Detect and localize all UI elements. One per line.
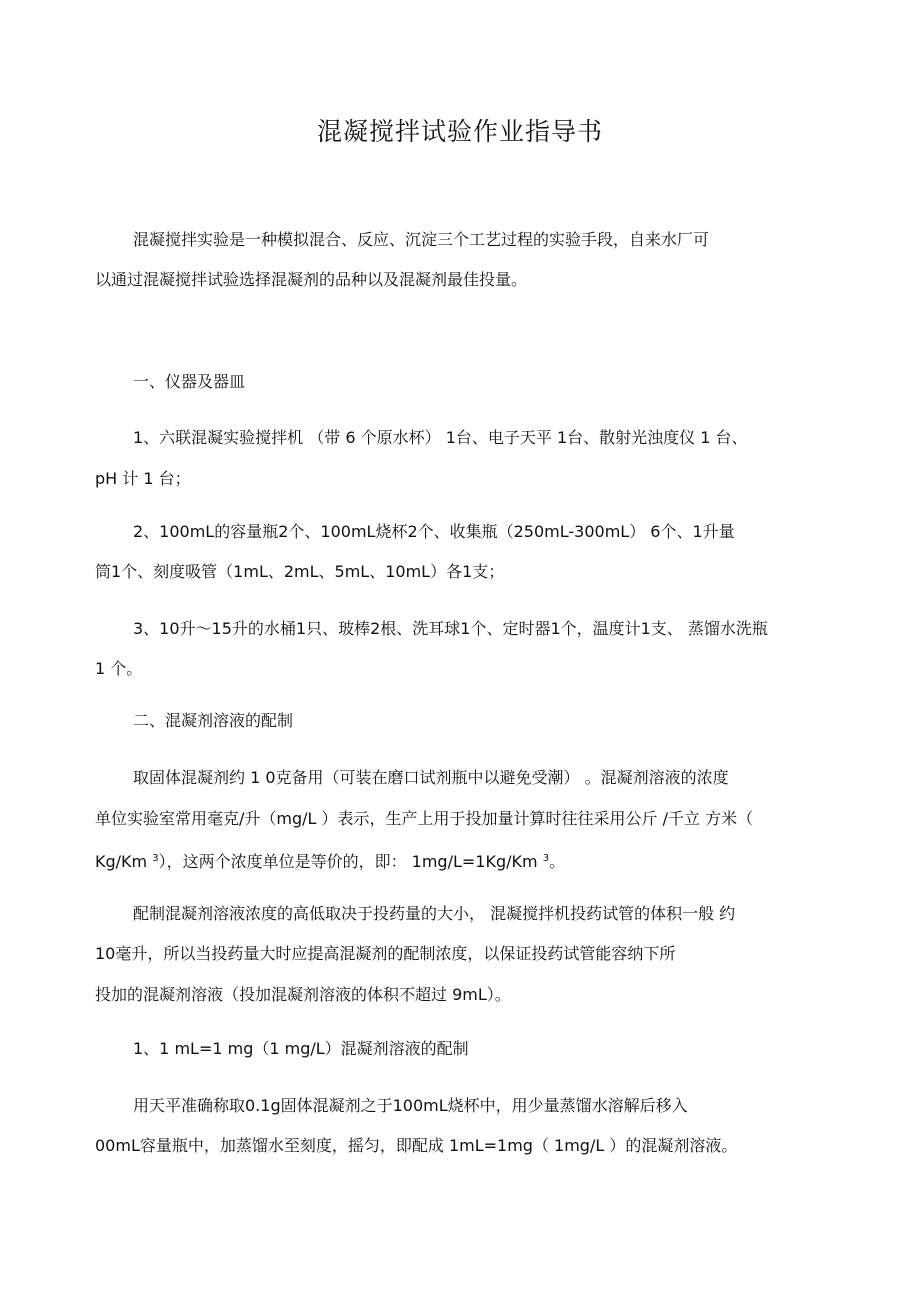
subsection-1-line-1: 用天平准确称取0.1g固体混凝剂之于100mL烧杯中，用少量蒸馏水溶解后移入 [133, 1096, 688, 1115]
solution-para-1-line-1: 取固体混凝剂约 1 0克备用（可装在磨口试剂瓶中以避免受潮） 。混凝剂溶液的浓度 [133, 768, 729, 787]
unit-text-c: 。 [549, 852, 566, 871]
solution-para-1-line-3 [95, 849, 565, 872]
unit-text-b: ），这两个浓度单位是等价的，即： 1mg/L=1Kg/Km [158, 852, 543, 871]
section-heading-instruments: 一、仪器及器皿 [133, 372, 246, 391]
instrument-item-2-line-2: 筒1个、刻度吸管（1mL、2mL、5mL、10mL）各1支； [95, 562, 505, 581]
superscript-cube-1: 3 [152, 853, 159, 864]
subsection-heading-1mg: 1、1 mL=1 mg（1 mg/L）混凝剂溶液的配制 [133, 1039, 469, 1058]
instrument-item-1-line-2: pH 计 1 台； [95, 469, 191, 488]
section-heading-solution-prep: 二、混凝剂溶液的配制 [133, 711, 294, 730]
instrument-item-2-line-1: 2、100mL的容量瓶2个、100mL烧杯2个、收集瓶（250mL-300mL） 6个、1升量 [133, 522, 735, 541]
subsection-1-line-2: 00mL容量瓶中，加蒸馏水至刻度，摇匀，即配成 1mL=1mg（ 1mg/L ）的混凝剂溶液。 [95, 1136, 738, 1155]
instrument-item-3-line-2: 1 个。 [95, 659, 143, 678]
solution-para-2-line-3: 投加的混凝剂溶液（投加混凝剂溶液的体积不超过 9mL）。 [95, 985, 511, 1004]
intro-line-2: 以通过混凝搅拌试验选择混凝剂的品种以及混凝剂最佳投量。 [95, 270, 528, 289]
intro-line-1: 混凝搅拌实验是一种模拟混合、反应、沉淀三个工艺过程的实验手段，自来水厂可 [133, 230, 710, 249]
superscript-cube-2: 3 [542, 853, 550, 864]
document-title: 混凝搅拌试验作业指导书 [316, 117, 603, 146]
instrument-item-3-line-1: 3、10升～15升的水桶1只、玻棒2根、洗耳球1个、定时器1个，温度计1支、 蒸馏水洗瓶 [133, 619, 768, 638]
instrument-item-1-line-1: 1、六联混凝实验搅拌机 （带 6 个原水杯） 1台、电子天平 1台、散射光浊度仪 1 台、 [133, 428, 748, 447]
solution-para-2-line-2: 10毫升，所以当投药量大时应提高混凝剂的配制浓度，以保证投药试管能容纳下所 [95, 944, 676, 963]
solution-para-1-line-2: 单位实验室常用毫克/升（mg/L ）表示，生产上用于投加量计算时往往采用公斤 /千立 方米（ [95, 809, 754, 828]
unit-text-a: Kg/Km [95, 852, 153, 871]
solution-para-2-line-1: 配制混凝剂溶液浓度的高低取决于投药量的大小， 混凝搅拌机投药试管的体积一般 约 [133, 904, 736, 923]
